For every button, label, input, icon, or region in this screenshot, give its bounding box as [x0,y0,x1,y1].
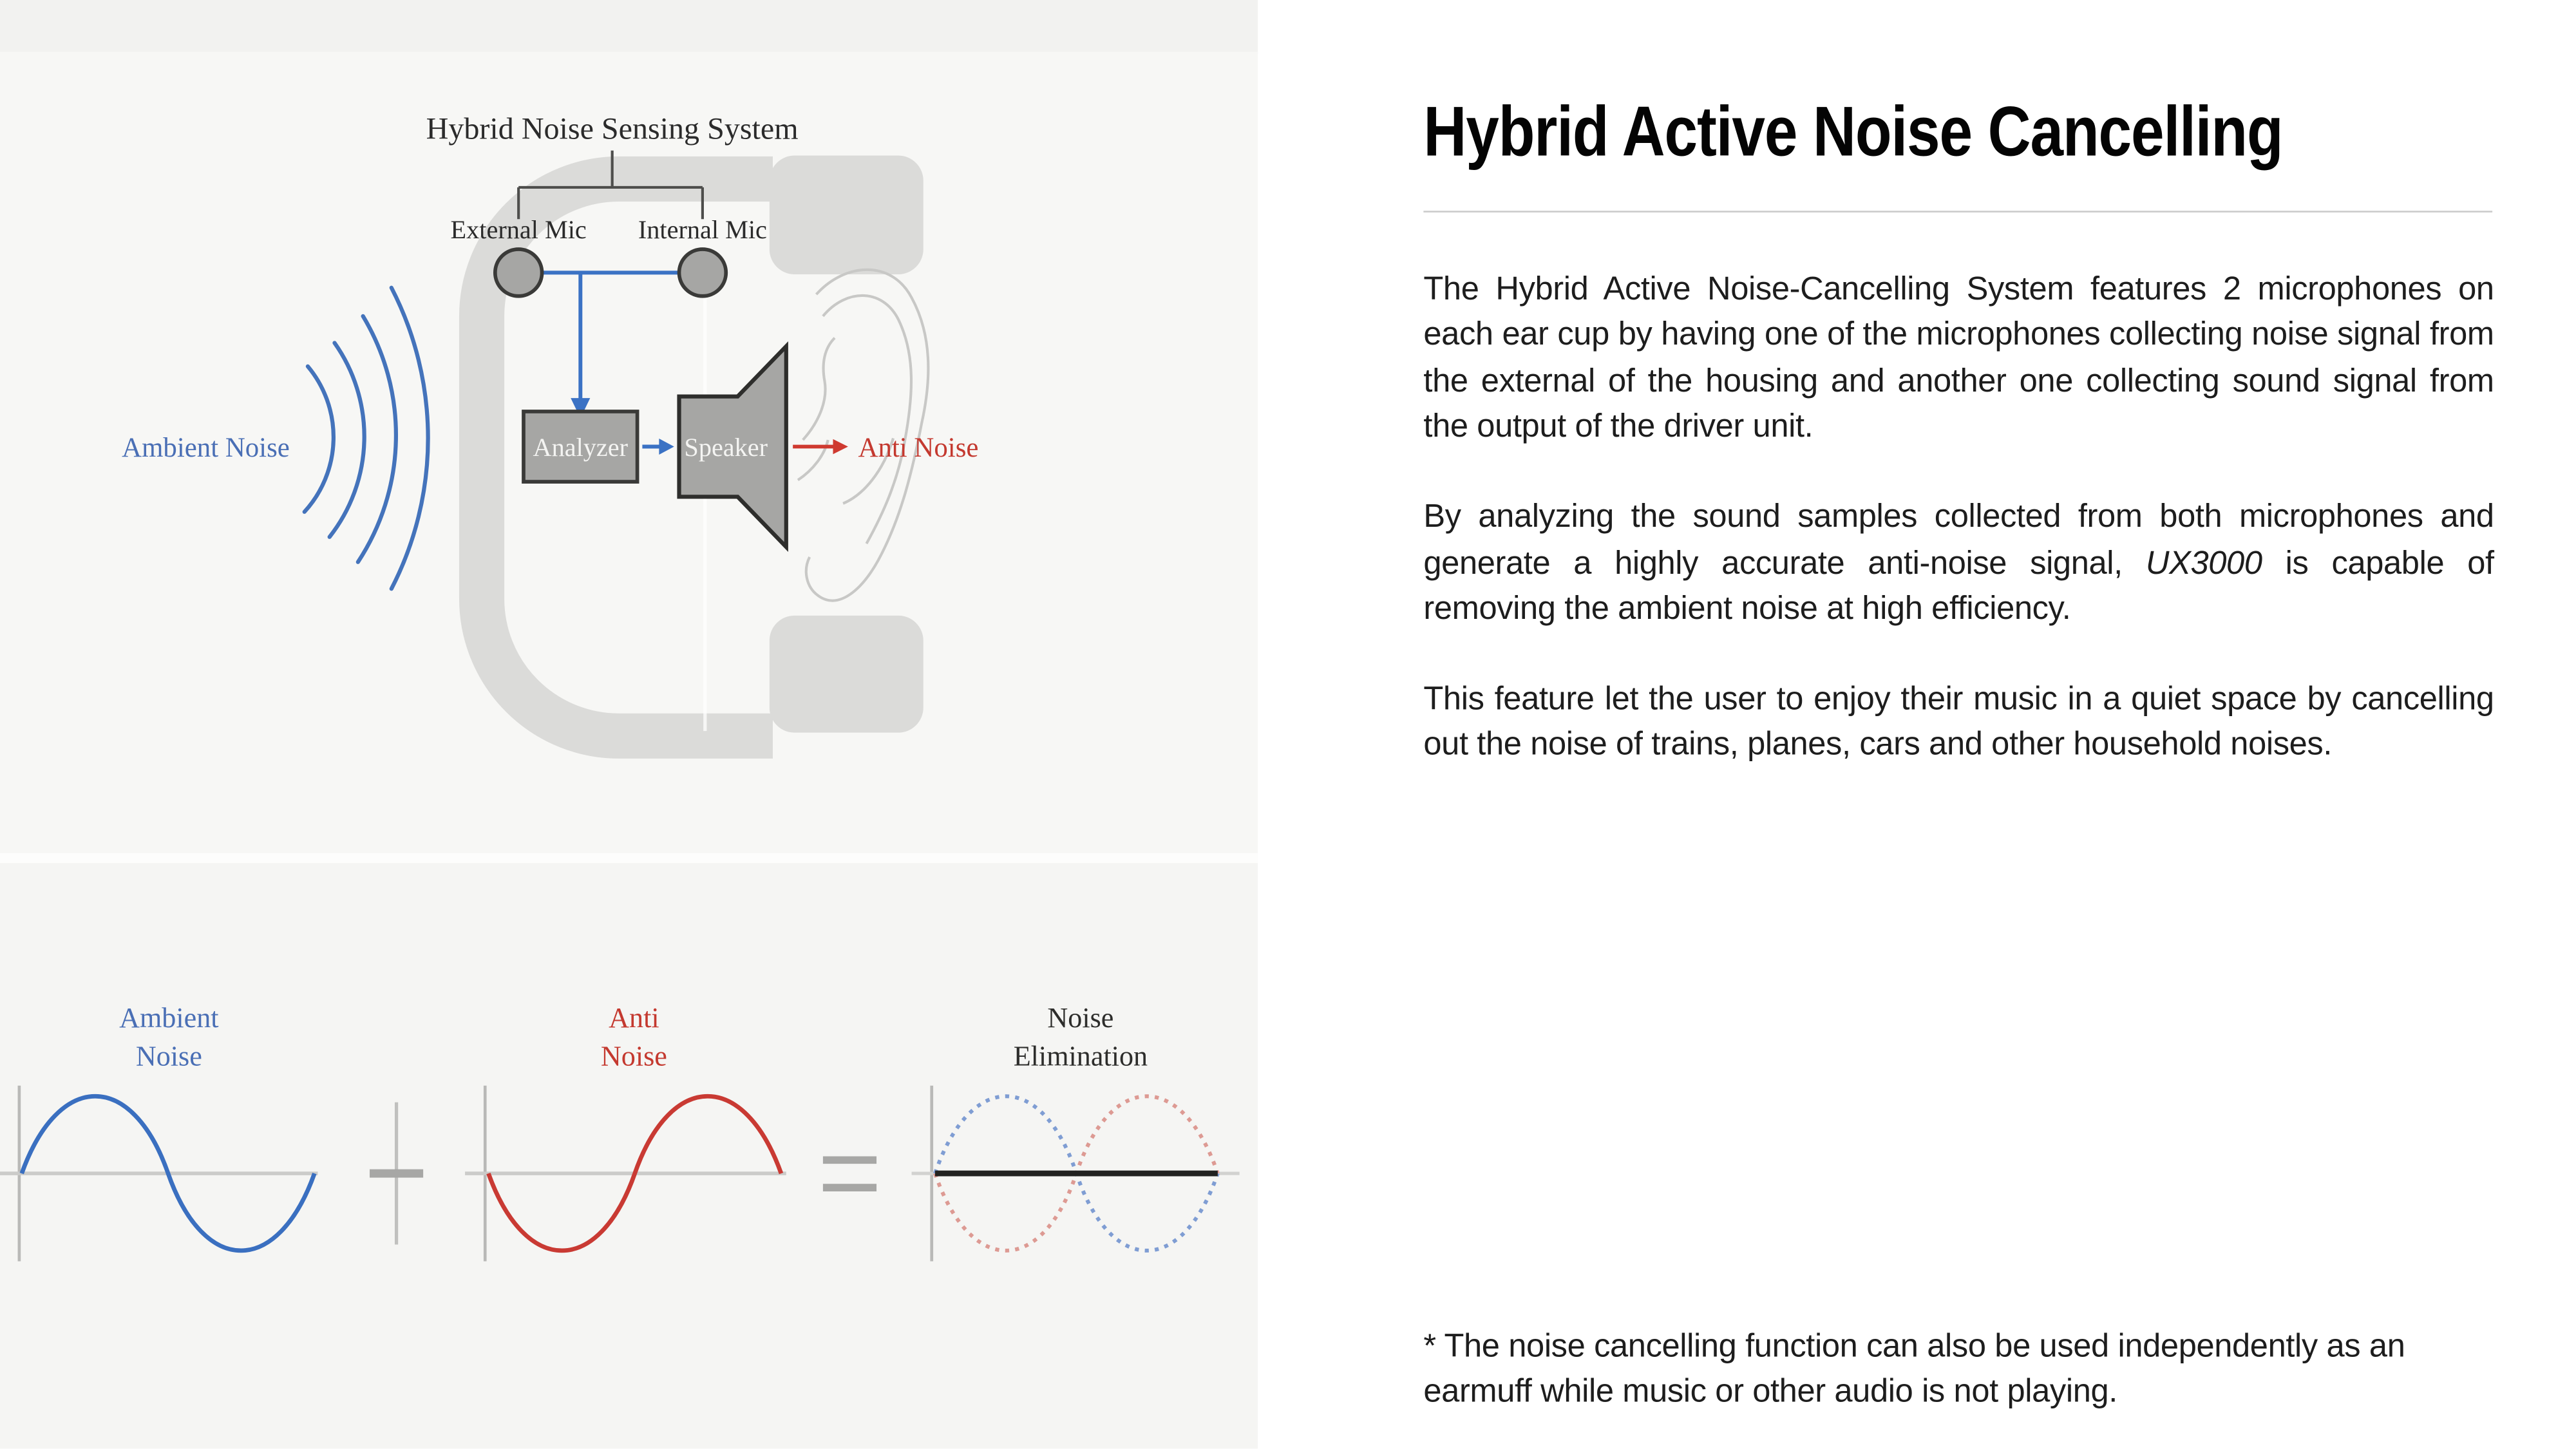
anti-wave-label: Anti [609,1001,659,1034]
paragraph-analysis: By analyzing the sound samples collected from both microphones and generate a highly accurate anti-noise signal, UX3000 is capable of removing the ambient noise at high efficiency. [1423,498,2494,627]
analyzer-label: Analyzer [533,432,629,462]
wave-equation-diagram [0,863,1258,1448]
internal-mic-dot [679,249,726,296]
equals-operator [823,1160,876,1188]
text-panel [1258,0,2576,1449]
anti-noise-label: Anti Noise [858,433,979,464]
diagram-title: Hybrid Noise Sensing System [426,111,799,146]
speaker-arrowhead [659,439,674,455]
title-divider [1423,211,2492,213]
visual-panel [0,0,1258,1449]
speaker-label: Speaker [684,432,768,462]
ear-cup-bottom [770,616,923,733]
footnote: * The noise cancelling function can also be used independently as an earmuff while music or other audio is not playing. [1423,1328,2405,1411]
ambient-wave-label: Ambient [119,1001,219,1034]
page-title: Hybrid Active Noise Cancelling [1423,91,2283,171]
ear-cup-top [770,156,923,274]
anti-noise-arrowhead [833,439,848,454]
external-mic-label: External Mic [450,215,587,245]
noise-sensing-diagram [0,0,1258,865]
anti-wave-label: Noise [600,1040,667,1072]
ambient-noise-label: Ambient Noise [122,433,290,464]
mic-signal-lines [543,272,678,401]
elimination-label: Noise [1047,1001,1114,1034]
paragraph-overview: The Hybrid Active Noise-Cancelling System features 2 microphones on each ear cup by having one of the microphones collecting noise signal from the external of the housing and another one collecting sound signal from the output of the driver unit. [1423,270,2494,446]
external-mic-dot [495,249,542,296]
plus-operator [370,1103,423,1245]
ambient-wave-label: Noise [135,1040,202,1072]
internal-mic-label: Internal Mic [638,215,767,245]
product-name: UX3000 [2145,544,2262,582]
ambient-noise-waves [305,288,428,589]
body-copy [1423,268,2494,813]
paragraph-benefit: This feature let the user to enjoy their music in a quiet space by cancelling out the noise of trains, planes, cars and other household noises. [1423,680,2494,764]
elimination-label: Elimination [1013,1040,1148,1072]
